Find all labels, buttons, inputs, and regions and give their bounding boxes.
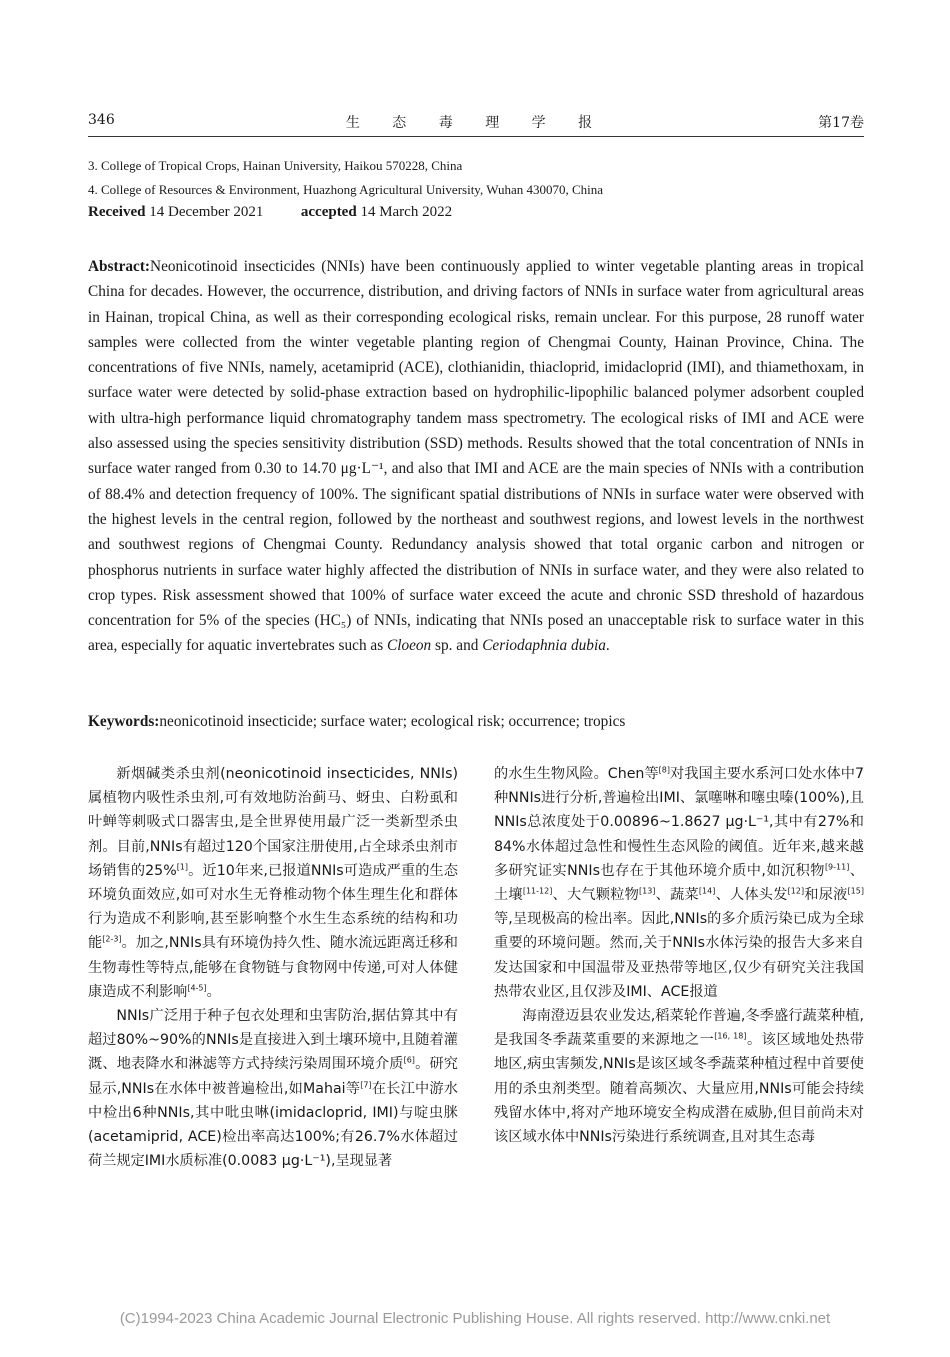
running-header xyxy=(88,112,864,132)
accepted-label: accepted xyxy=(300,204,357,220)
keywords-text: neonicotinoid insecticide; surface water; ecological risk; occurrence; tropics xyxy=(159,713,626,730)
received-dates xyxy=(88,204,452,221)
text-run: 、土壤 xyxy=(494,862,864,904)
header-rule xyxy=(88,136,864,137)
paragraph xyxy=(494,1004,864,1149)
citation: [16, 18] xyxy=(714,1031,747,1041)
text-run: 新烟碱类杀虫剂(neonicotinoid insecticides, NNIs)属植物内吸性杀虫剂,可有效地防治蓟马、蚜虫、白粉虱和叶蝉等刺吸式口器害虫,是全世界使用最广泛一类新型杀虫剂。目前,NNIs有超过120个国家注册使用,占全球杀虫剂市场销售的25% xyxy=(88,766,458,879)
abstract-label: Abstract: xyxy=(88,258,151,275)
citation: [4-5] xyxy=(187,983,207,993)
journal-title: 生 态 毒 理 学 报 xyxy=(345,115,607,131)
keywords xyxy=(88,710,864,734)
paragraph xyxy=(88,762,458,1004)
text-run: 等,呈现极高的检出率。因此,NNIs的多介质污染已成为全球重要的环境问题。然而,关于NNIs水体污染的报告大多来自发达国家和中国温带及亚热带等地区,仅少有研究关注我国热带农业区,且仅涉及IMI、ACE报道 xyxy=(494,911,864,1000)
species-cloeon: Cloeon xyxy=(387,637,432,655)
text-run: 。研究显示,NNIs在水体中被普遍检出,如Mahai等 xyxy=(88,1056,458,1097)
affiliation-4: 4. College of Resources & Environment, Huazhong Agricultural University, Wuhan 430070, China xyxy=(88,182,604,197)
copyright-footer: (C)1994-2023 China Academic Journal Electronic Publishing House. All rights reserved. http://www.cnki.net xyxy=(119,1310,831,1327)
affiliation-3: 3. College of Tropical Crops, Hainan University, Haikou 570228, China xyxy=(88,158,463,173)
text-run: 。加之,NNIs具有环境伪持久性、随水流远距离迁移和生物毒性等特点,能够在食物链与食物网中传递,可对人体健康造成不利影响 xyxy=(88,935,458,1000)
abstract xyxy=(88,254,864,659)
body-column-left xyxy=(88,762,458,1173)
paragraph xyxy=(88,1004,458,1173)
citation: [1] xyxy=(176,862,189,872)
body-column-right xyxy=(494,762,864,1149)
paragraph xyxy=(494,762,864,1004)
citation: [6] xyxy=(403,1055,415,1065)
abstract-text: Neonicotinoid insecticides (NNIs) have been continuously applied to winter vegetable planting areas in tropical China for decades. However, the occurrence, distribution, and driving factors of NNIs in surface water from agricultural areas in Hainan, tropical China, as well as their corresponding ecological risks, remain unclear. For this purpose, 28 runoff water samples were collected from the winter vegetable planting region of Chengmai County, Hainan Province, China. The concentrations of five NNIs, namely, acetamiprid (ACE), clothianidin, thiacloprid, imidacloprid (IMI), and thiamethoxam, in surface water were detected by solid-phase extraction based on hydrophilic-lipophilic balanced polymer adsorbent coupled with ultra-high performance liquid chromatography tandem mass spectrometry. The ecological risks of IMI and ACE were also assessed using the species sensitivity distribution (SSD) methods. Results showed that the total concentration of NNIs in surface water ranged from 0.30 to 14.70 μg·L⁻¹, and also that IMI and ACE are the main species of NNIs with a contribution of 88.4% and detection frequency of 100%. The significant spatial distributions of NNIs in surface water were observed with the highest levels in the central region, followed by the northeast and southwest regions, and lowest levels in the northwest and southwest regions of Chengmai County. Redundancy analysis showed that total organic carbon and nitrogen or phosphorus nutrients in surface water highly affected the distribution of NNIs in surface water, and they were also related to crop types. Risk assessment showed that 100% of surface water exceed the acute and chronic SSD threshold of hazardous concentration for 5% of the species (HC₅) of NNIs, indicating that NNIs posed an unacceptable risk to surface water in this area, especially for aquatic invertebrates such as xyxy=(88,258,864,655)
received-label: Received xyxy=(88,204,146,220)
citation: [11-12] xyxy=(522,886,553,896)
text-run: 的水生生物风险。Chen等 xyxy=(494,766,659,782)
text-run: 海南澄迈县农业发达,稻菜轮作普遍,冬季盛行蔬菜种植,是我国冬季蔬菜重要的来源地之一 xyxy=(494,1008,864,1049)
keywords-label: Keywords: xyxy=(88,713,160,730)
citation: [8] xyxy=(658,765,671,775)
abstract-mid: sp. and xyxy=(431,637,483,655)
text-run: 在长江中游水中检出6种NNIs,其中吡虫啉(imidacloprid, IMI)与啶虫脒(acetamiprid, ACE)检出率高达100%;有26.7%水体超过荷兰规定IMI水质标准(0.0083 μg·L⁻¹),呈现显著 xyxy=(88,1080,458,1170)
abstract-end: . xyxy=(605,637,610,655)
page-number: 346 xyxy=(88,112,115,128)
text-run: NNIs广泛用于种子包衣处理和虫害防治,据估算其中有超过80%~90%的NNIs是直接进入到土壤环境中,且随着灌溉、地表降水和淋滤等方式持续污染周围环境介质 xyxy=(88,1008,458,1073)
citation: [13] xyxy=(639,886,656,896)
species-ceriodaphnia: Ceriodaphnia dubia xyxy=(482,637,606,655)
citation: [15] xyxy=(847,886,864,896)
citation: [7] xyxy=(360,1079,372,1089)
text-run: 对我国主要水系河口处水体中7种NNIs进行分析,普遍检出IMI、氯噻啉和噻虫嗪(100%),且NNIs总浓度处于0.00896~1.8627 μg·L⁻¹,其中有27%和84%水体超过急性和慢性生态风险的阈值。近年来,越来越多研究证实NNIs也存在于其他环境介质中,如沉积物 xyxy=(494,766,864,879)
volume-label: 第17卷 xyxy=(818,115,864,131)
text-run: 、蔬菜 xyxy=(655,887,699,904)
citation: [9-11] xyxy=(824,862,850,872)
text-run: 、人体头发 xyxy=(715,887,788,904)
received-date: 14 December 2021 xyxy=(149,204,264,220)
text-run: 、大气颗粒物 xyxy=(552,887,640,904)
text-run: 。该区域地处热带地区,病虫害频发,NNIs是该区域冬季蔬菜种植过程中首要使用的杀虫剂类型。随着高频次、大量应用,NNIs可能会持续残留水体中,将对产地环境安全构成潜在威胁,但目前尚未对该区域水体中NNIs污染进行系统调查,且对其生态毒 xyxy=(494,1032,864,1146)
accepted-date: 14 March 2022 xyxy=(360,204,453,220)
text-run: 。 xyxy=(206,983,221,1000)
citation: [12] xyxy=(787,886,805,896)
text-run: 。近10年来,已报道NNIs可造成严重的生态环境负面效应,如可对水生无脊椎动物个体生理生化和群体行为造成不利影响,甚至影响整个水生生态系统的结构和功能 xyxy=(88,862,458,952)
citation: [14] xyxy=(698,886,716,896)
citation: [2-3] xyxy=(102,934,122,944)
text-run: 和尿液 xyxy=(804,887,848,904)
